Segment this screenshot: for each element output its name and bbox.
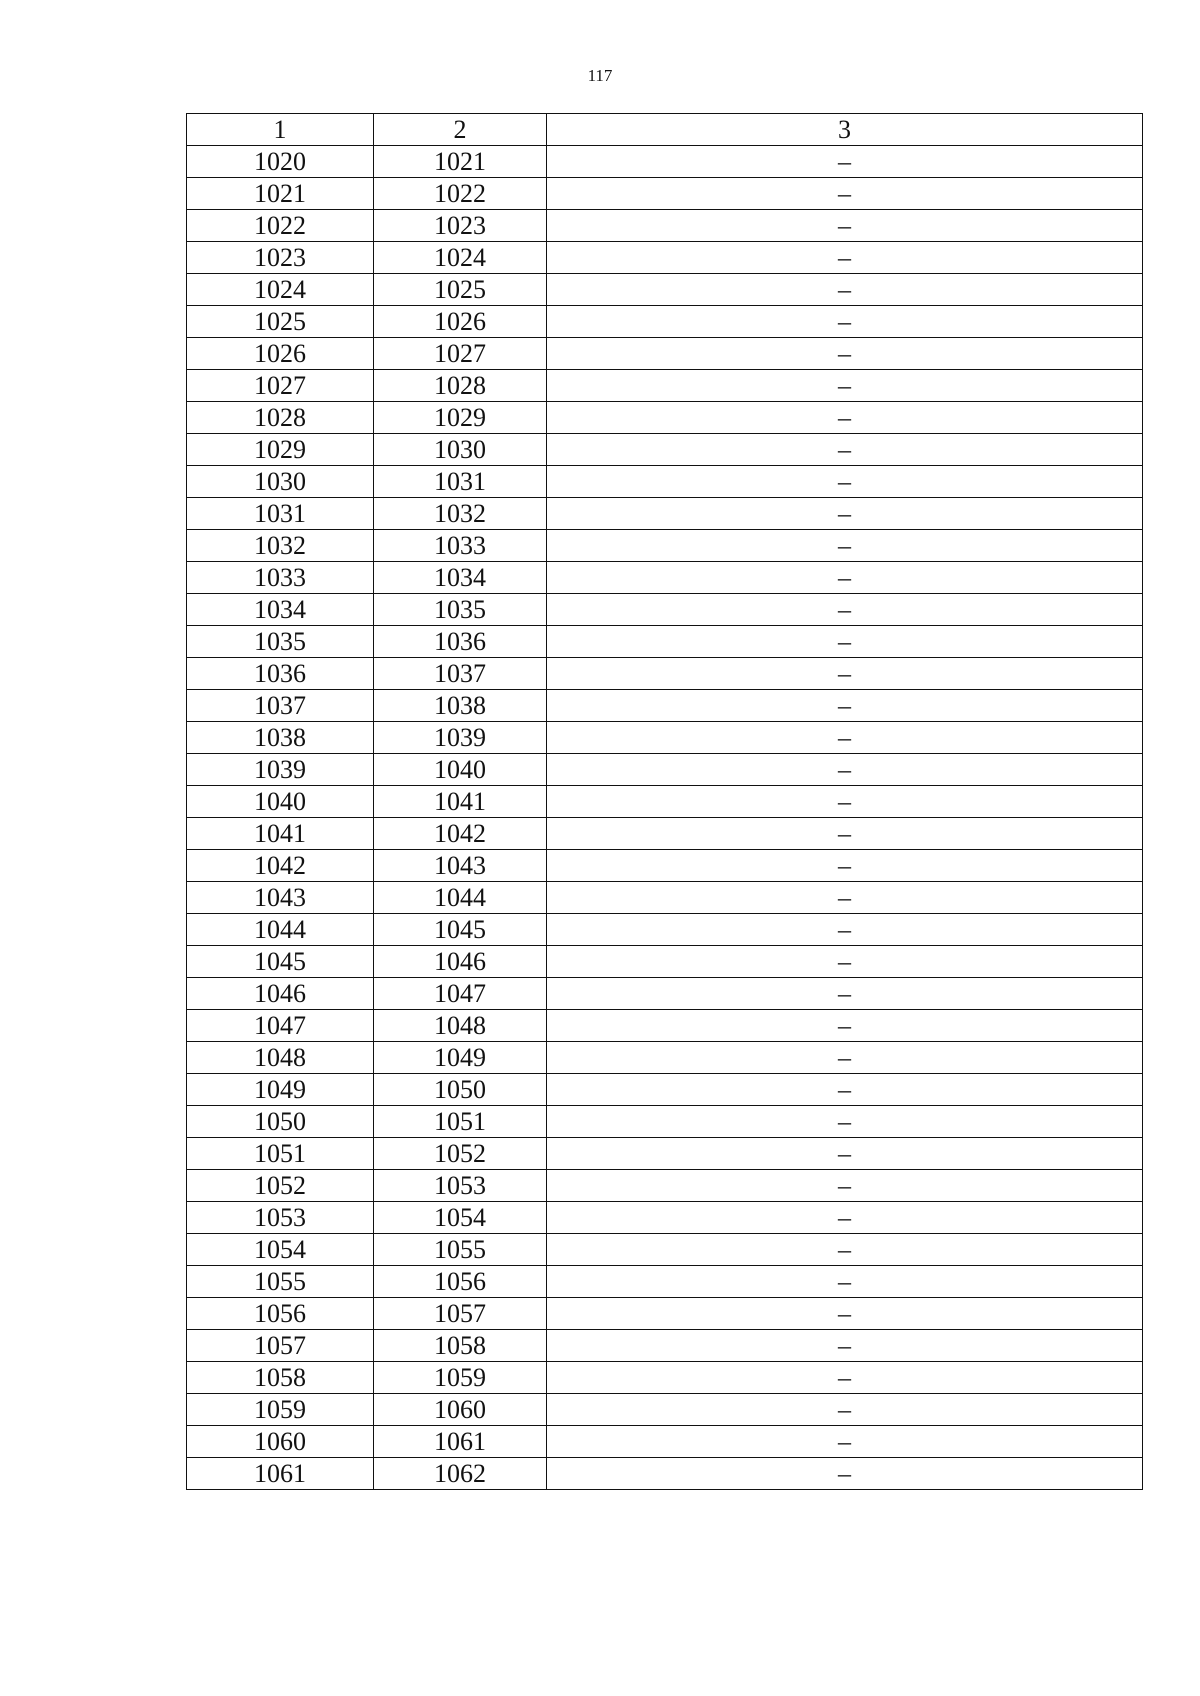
table-cell-col3: – <box>547 658 1143 690</box>
table-cell-col1: 1040 <box>187 786 374 818</box>
table-cell-col3: – <box>547 1330 1143 1362</box>
table-cell-col1: 1049 <box>187 1074 374 1106</box>
table-cell-col1: 1050 <box>187 1106 374 1138</box>
table-row <box>187 530 1143 562</box>
table-row <box>187 338 1143 370</box>
table-cell-col1: 1026 <box>187 338 374 370</box>
table-cell-col2: 1058 <box>374 1330 547 1362</box>
table-cell-col3: – <box>547 1458 1143 1490</box>
table-cell-col3: – <box>547 1426 1143 1458</box>
table-cell-col3: – <box>547 146 1143 178</box>
table-row <box>187 850 1143 882</box>
table-cell-col1: 1051 <box>187 1138 374 1170</box>
table-cell-col2: 1024 <box>374 242 547 274</box>
table-cell-col2: 1037 <box>374 658 547 690</box>
table-cell-col1: 1039 <box>187 754 374 786</box>
table-cell-col2: 1030 <box>374 434 547 466</box>
table-row <box>187 146 1143 178</box>
table-cell-col2: 1029 <box>374 402 547 434</box>
table-cell-col1: 1046 <box>187 978 374 1010</box>
table-cell-col2: 1035 <box>374 594 547 626</box>
table-cell-col3: – <box>547 690 1143 722</box>
table-cell-col3: – <box>547 338 1143 370</box>
table-cell-col2: 1042 <box>374 818 547 850</box>
table-cell-col1: 1044 <box>187 914 374 946</box>
table-row <box>187 1298 1143 1330</box>
table-cell-col3: – <box>547 754 1143 786</box>
table-cell-col3: – <box>547 498 1143 530</box>
table-cell-col1: 1058 <box>187 1362 374 1394</box>
table-cell-col2: 1054 <box>374 1202 547 1234</box>
table-cell-col1: 1036 <box>187 658 374 690</box>
column-header-2: 2 <box>374 114 547 146</box>
table-cell-col1: 1033 <box>187 562 374 594</box>
table-cell-col3: – <box>547 370 1143 402</box>
table-cell-col2: 1049 <box>374 1042 547 1074</box>
table-cell-col3: – <box>547 850 1143 882</box>
table-row <box>187 786 1143 818</box>
table-row <box>187 754 1143 786</box>
table-cell-col3: – <box>547 914 1143 946</box>
table-row <box>187 402 1143 434</box>
table-row <box>187 658 1143 690</box>
table-row <box>187 1106 1143 1138</box>
table-cell-col3: – <box>547 1234 1143 1266</box>
table-cell-col2: 1041 <box>374 786 547 818</box>
table-row <box>187 722 1143 754</box>
table-cell-col3: – <box>547 434 1143 466</box>
table-cell-col3: – <box>547 786 1143 818</box>
table-cell-col3: – <box>547 722 1143 754</box>
table-cell-col3: – <box>547 1266 1143 1298</box>
table-cell-col2: 1032 <box>374 498 547 530</box>
table-cell-col3: – <box>547 178 1143 210</box>
table-cell-col3: – <box>547 1106 1143 1138</box>
table-row <box>187 1266 1143 1298</box>
table-cell-col3: – <box>547 466 1143 498</box>
table-row <box>187 1426 1143 1458</box>
table-row <box>187 562 1143 594</box>
table-cell-col1: 1025 <box>187 306 374 338</box>
table-row <box>187 370 1143 402</box>
table-cell-col3: – <box>547 274 1143 306</box>
table-cell-col3: – <box>547 306 1143 338</box>
table-cell-col2: 1044 <box>374 882 547 914</box>
table-cell-col3: – <box>547 210 1143 242</box>
table-cell-col1: 1047 <box>187 1010 374 1042</box>
table-row <box>187 818 1143 850</box>
table-cell-col1: 1043 <box>187 882 374 914</box>
table-row <box>187 1170 1143 1202</box>
table-cell-col1: 1057 <box>187 1330 374 1362</box>
table-row <box>187 242 1143 274</box>
table-cell-col2: 1057 <box>374 1298 547 1330</box>
table-cell-col3: – <box>547 1202 1143 1234</box>
table-cell-col1: 1030 <box>187 466 374 498</box>
table-row <box>187 1202 1143 1234</box>
table-cell-col2: 1062 <box>374 1458 547 1490</box>
table-cell-col1: 1037 <box>187 690 374 722</box>
table-cell-col2: 1056 <box>374 1266 547 1298</box>
table-cell-col2: 1028 <box>374 370 547 402</box>
table-cell-col1: 1055 <box>187 1266 374 1298</box>
table-cell-col2: 1036 <box>374 626 547 658</box>
table-cell-col2: 1027 <box>374 338 547 370</box>
table-row <box>187 178 1143 210</box>
table-cell-col3: – <box>547 594 1143 626</box>
table-cell-col2: 1022 <box>374 178 547 210</box>
table-row <box>187 466 1143 498</box>
table-row <box>187 1234 1143 1266</box>
table-row <box>187 210 1143 242</box>
table-cell-col1: 1027 <box>187 370 374 402</box>
table-cell-col2: 1026 <box>374 306 547 338</box>
table-row <box>187 1010 1143 1042</box>
table-row <box>187 1362 1143 1394</box>
table-row <box>187 1138 1143 1170</box>
table-cell-col2: 1021 <box>374 146 547 178</box>
table-cell-col2: 1033 <box>374 530 547 562</box>
table-cell-col1: 1023 <box>187 242 374 274</box>
table-cell-col3: – <box>547 1138 1143 1170</box>
table-cell-col3: – <box>547 562 1143 594</box>
table-cell-col1: 1024 <box>187 274 374 306</box>
table-cell-col1: 1028 <box>187 402 374 434</box>
table-cell-col3: – <box>547 946 1143 978</box>
table-cell-col2: 1052 <box>374 1138 547 1170</box>
table-row <box>187 1458 1143 1490</box>
table-cell-col2: 1045 <box>374 914 547 946</box>
table-cell-col1: 1053 <box>187 1202 374 1234</box>
table-cell-col3: – <box>547 1010 1143 1042</box>
table-cell-col1: 1060 <box>187 1426 374 1458</box>
table-header-row <box>187 114 1143 146</box>
table-cell-col1: 1045 <box>187 946 374 978</box>
table-row <box>187 1394 1143 1426</box>
table-cell-col3: – <box>547 402 1143 434</box>
table-cell-col1: 1021 <box>187 178 374 210</box>
table-cell-col2: 1039 <box>374 722 547 754</box>
table-cell-col3: – <box>547 1170 1143 1202</box>
table-row <box>187 498 1143 530</box>
table-cell-col1: 1056 <box>187 1298 374 1330</box>
table-row <box>187 1330 1143 1362</box>
table-row <box>187 1042 1143 1074</box>
table-cell-col2: 1040 <box>374 754 547 786</box>
table-cell-col2: 1050 <box>374 1074 547 1106</box>
table-cell-col2: 1023 <box>374 210 547 242</box>
table-cell-col3: – <box>547 626 1143 658</box>
table-cell-col1: 1020 <box>187 146 374 178</box>
table-cell-col2: 1025 <box>374 274 547 306</box>
table-row <box>187 690 1143 722</box>
table-cell-col2: 1038 <box>374 690 547 722</box>
column-header-1: 1 <box>187 114 374 146</box>
table-row <box>187 882 1143 914</box>
column-header-3: 3 <box>547 114 1143 146</box>
data-table <box>186 113 1143 1490</box>
table-cell-col1: 1042 <box>187 850 374 882</box>
table-cell-col1: 1022 <box>187 210 374 242</box>
table-cell-col3: – <box>547 818 1143 850</box>
table-cell-col2: 1047 <box>374 978 547 1010</box>
table-cell-col2: 1043 <box>374 850 547 882</box>
page-number: 117 <box>587 66 613 85</box>
table-row <box>187 1074 1143 1106</box>
table-row <box>187 946 1143 978</box>
table-cell-col3: – <box>547 882 1143 914</box>
table-cell-col2: 1059 <box>374 1362 547 1394</box>
table-cell-col1: 1061 <box>187 1458 374 1490</box>
table-cell-col1: 1052 <box>187 1170 374 1202</box>
table-row <box>187 594 1143 626</box>
table-row <box>187 626 1143 658</box>
table-cell-col2: 1053 <box>374 1170 547 1202</box>
table-cell-col3: – <box>547 1298 1143 1330</box>
table-cell-col3: – <box>547 1074 1143 1106</box>
table-cell-col2: 1031 <box>374 466 547 498</box>
table-row <box>187 306 1143 338</box>
table-cell-col1: 1034 <box>187 594 374 626</box>
table-body <box>187 146 1143 1490</box>
table-row <box>187 434 1143 466</box>
table-cell-col3: – <box>547 530 1143 562</box>
table-cell-col1: 1038 <box>187 722 374 754</box>
table-cell-col1: 1035 <box>187 626 374 658</box>
table-cell-col3: – <box>547 242 1143 274</box>
table-cell-col1: 1029 <box>187 434 374 466</box>
table-row <box>187 914 1143 946</box>
table-cell-col1: 1059 <box>187 1394 374 1426</box>
table-cell-col2: 1060 <box>374 1394 547 1426</box>
table-cell-col2: 1051 <box>374 1106 547 1138</box>
table-cell-col2: 1034 <box>374 562 547 594</box>
table-row <box>187 978 1143 1010</box>
table-cell-col2: 1048 <box>374 1010 547 1042</box>
table-cell-col1: 1048 <box>187 1042 374 1074</box>
table-cell-col3: – <box>547 1394 1143 1426</box>
table-cell-col3: – <box>547 1042 1143 1074</box>
table-row <box>187 274 1143 306</box>
table-cell-col1: 1054 <box>187 1234 374 1266</box>
table-cell-col2: 1055 <box>374 1234 547 1266</box>
table-cell-col3: – <box>547 1362 1143 1394</box>
table-cell-col1: 1032 <box>187 530 374 562</box>
table-cell-col3: – <box>547 978 1143 1010</box>
table-cell-col1: 1041 <box>187 818 374 850</box>
table-cell-col2: 1061 <box>374 1426 547 1458</box>
table-cell-col2: 1046 <box>374 946 547 978</box>
table-cell-col1: 1031 <box>187 498 374 530</box>
